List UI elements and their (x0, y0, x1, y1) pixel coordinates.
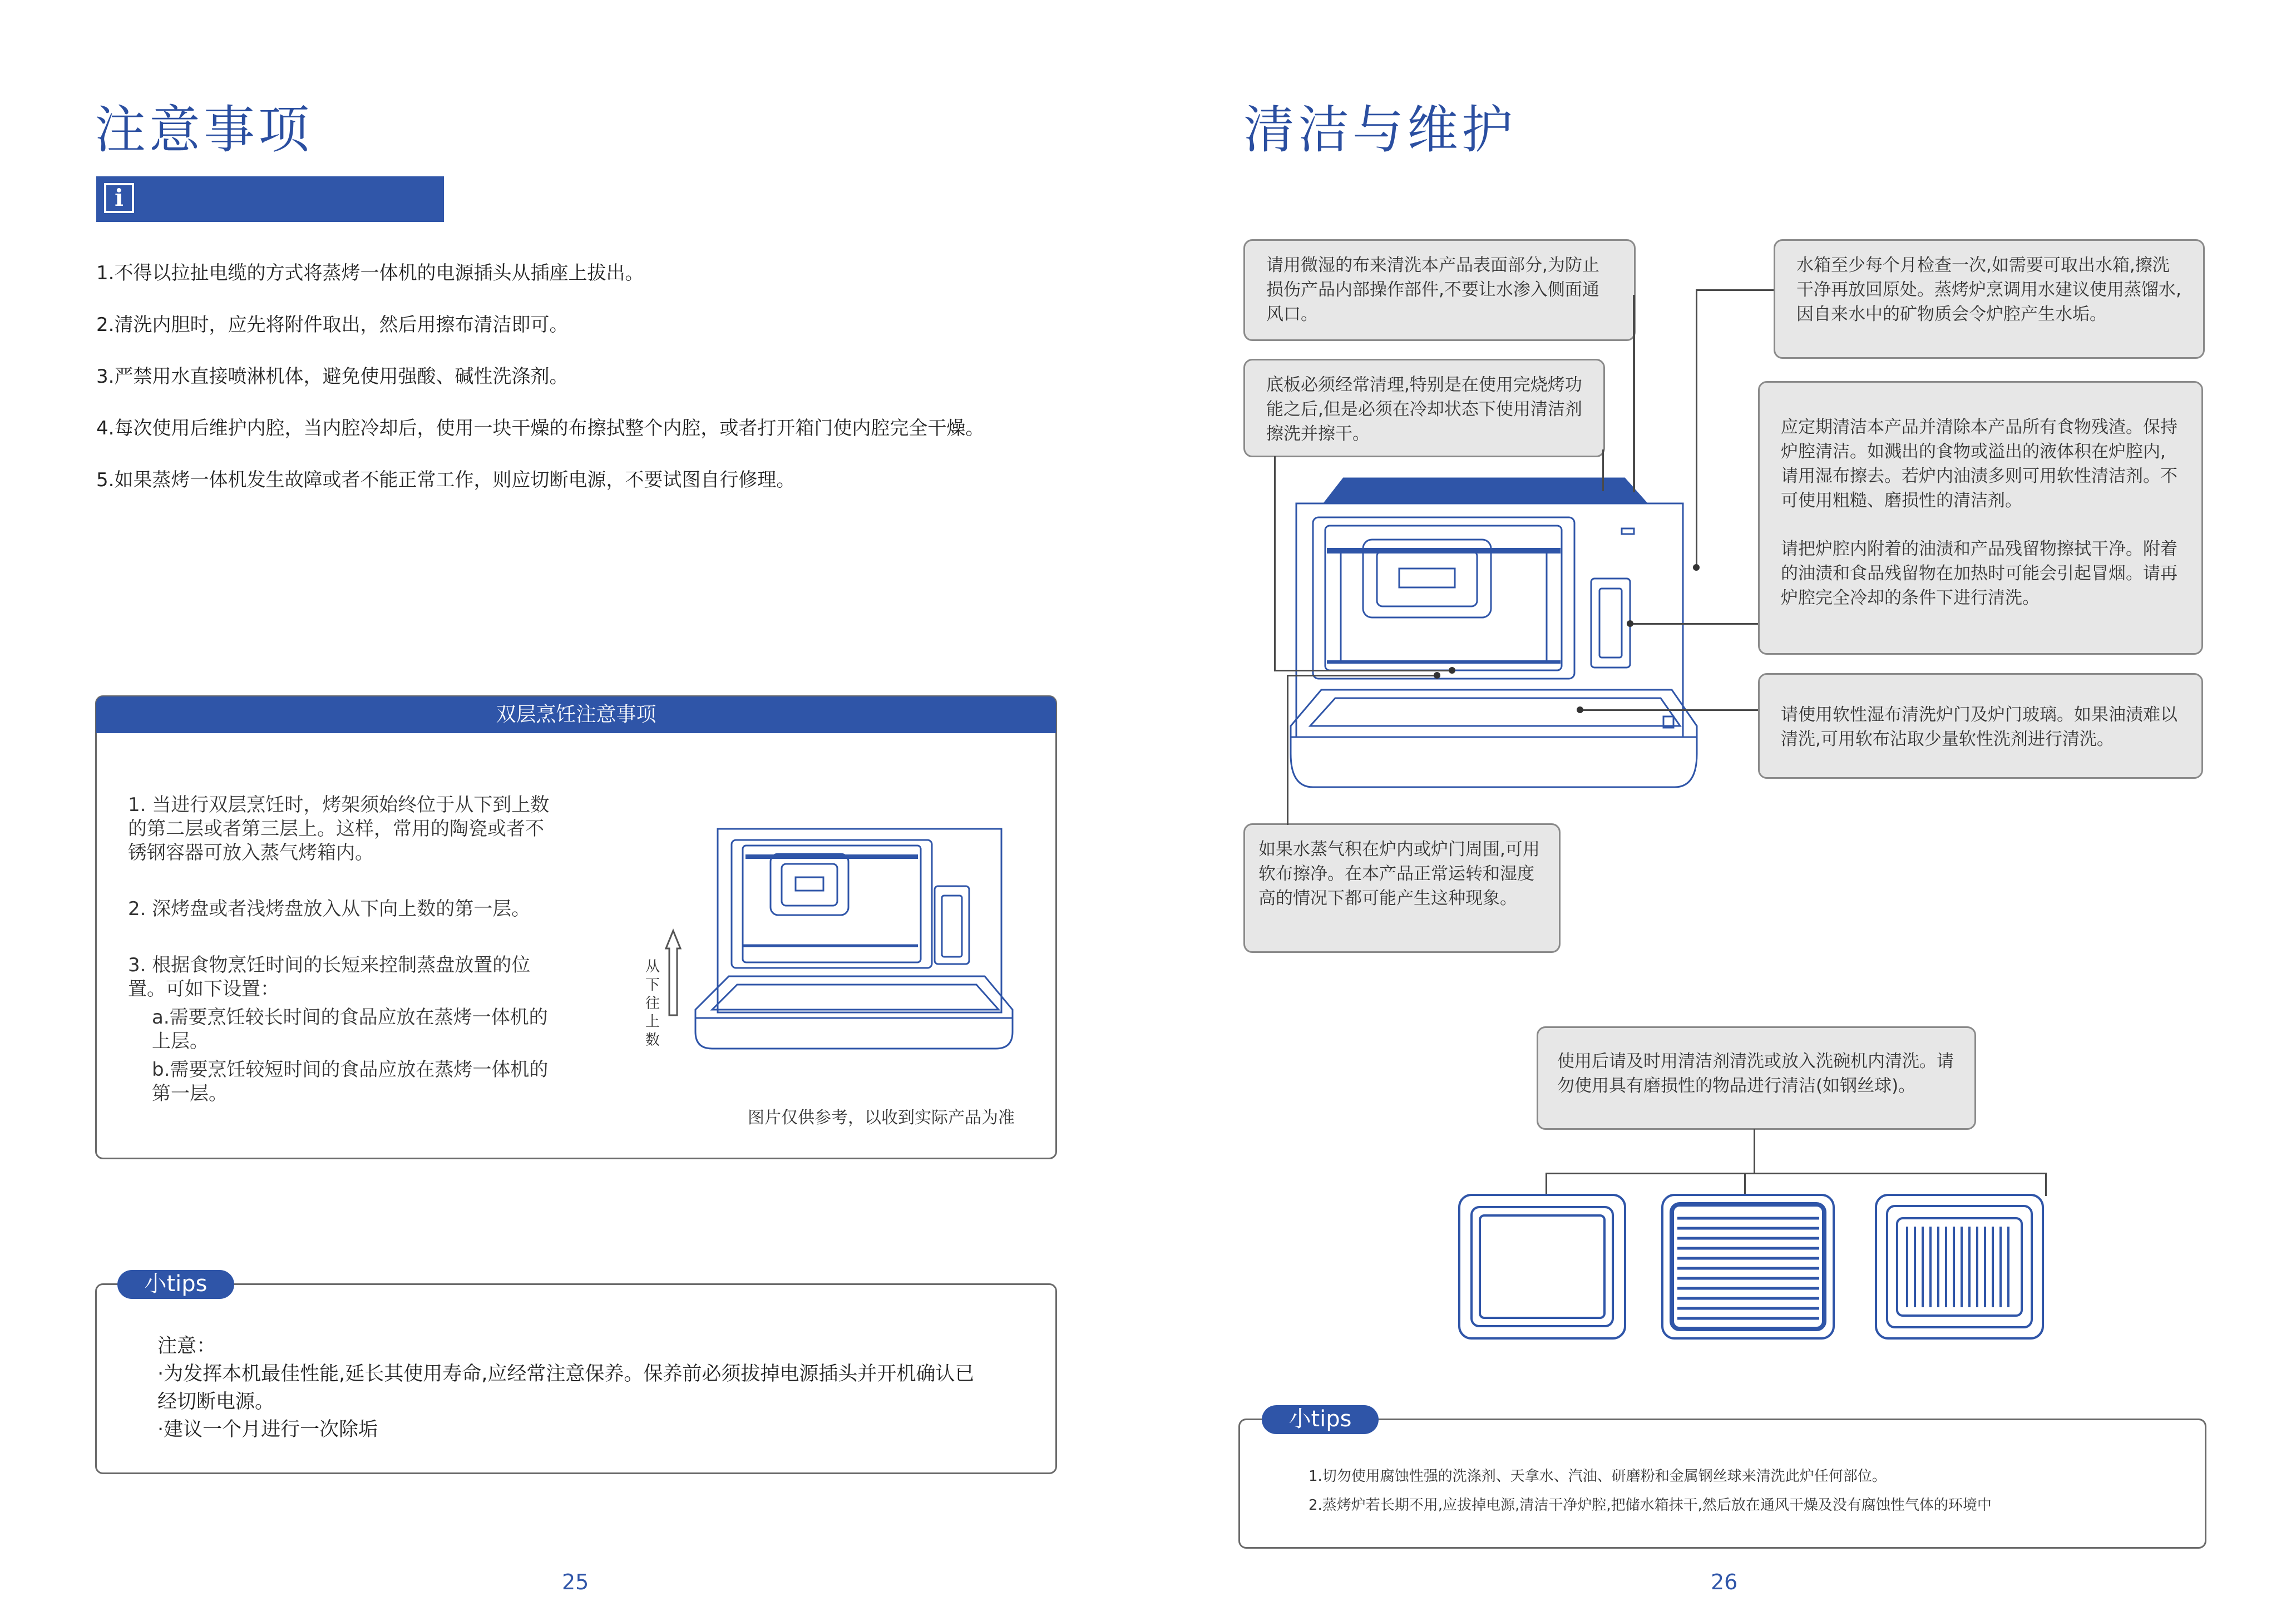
callout-steam: 如果水蒸气积在炉内或炉门周围,可用软布擦净。在本产品正常运转和湿度高的情况下都可能产生这种现象。 (1243, 823, 1561, 953)
leader-dot (1693, 564, 1700, 571)
page-title-left: 注意事项 (95, 100, 313, 160)
leader-line (1630, 623, 1758, 625)
leader-line (1287, 675, 1288, 825)
leader-dot (1434, 672, 1440, 679)
step-3a: a.需要烹饪较长时间的食品应放在蒸烤一体机的上层。 (152, 1006, 548, 1052)
info-banner (96, 176, 444, 222)
notes-list (96, 264, 1070, 522)
tips-content-left (157, 1332, 981, 1444)
callout-water-tank: 水箱至少每个月检查一次,如需要可取出水箱,擦洗干净再放回原处。蒸烤炉烹调用水建议使用蒸馏水,因自来水中的矿物质会令炉腔产生水垢。 (1774, 239, 2205, 359)
step-3: 3. 根据食物烹饪时间的长短来控制蒸盘放置的位置。可如下设置： (128, 954, 531, 1000)
note-item: 5.如果蒸烤一体机发生故障或者不能正常工作，则应切断电源，不要试图自行修理。 (96, 469, 796, 491)
image-caption: 图片仅供参考，以收到实际产品为准 (748, 1108, 1015, 1128)
oven-illustration-large (1291, 478, 1697, 790)
note-item: 3.严禁用水直接喷淋机体，避免使用强酸、碱性洗涤剂。 (96, 365, 569, 388)
leader-dot (1577, 706, 1583, 713)
leader-dot (1627, 620, 1633, 627)
accessory-trays (1458, 1193, 2047, 1343)
step-3b: b.需要烹饪较短时间的食品应放在蒸烤一体机的第一层。 (152, 1059, 549, 1105)
leader-line (1274, 670, 1452, 671)
info-icon: i (104, 183, 134, 213)
note-item: 1.不得以拉扯电缆的方式将蒸烤一体机的电源插头从插座上拔出。 (96, 262, 644, 284)
callout-door: 请使用软性湿布清洗炉门及炉门玻璃。如果油渍难以清洗,可用软布沾取少量软性洗剂进行清洗。 (1758, 673, 2203, 779)
tree-line (1754, 1129, 1755, 1174)
page-title-right: 清洁与维护 (1243, 100, 1517, 160)
callout-surface: 请用微湿的布来清洗本产品表面部分,为防止损伤产品内部操作部件,不要让水渗入侧面通风口。 (1243, 239, 1636, 341)
tree-line (1546, 1173, 2046, 1174)
leader-line (1580, 709, 1758, 711)
tips-content-right (1309, 1462, 2193, 1520)
tree-line (1744, 1173, 1746, 1196)
leader-line (1696, 289, 1697, 567)
tips-line: ·为发挥本机最佳性能,延长其使用寿命,应经常注意保养。保养前必须拔掉电源插头并开机确认已经切断电源。 (157, 1363, 975, 1413)
note-item: 4.每次使用后维护内腔，当内腔冷却后，使用一块干燥的布擦拭整个内腔，或者打开箱门使内腔完全干燥。 (96, 417, 985, 439)
callout-cavity-text-1: 应定期清洁本产品并清除本产品所有食物残渣。保持炉腔清洁。如溅出的食物或溢出的液体积在炉腔内,请用湿布擦去。若炉内油渍多则可用软性清洁剂。不可使用粗糙、磨损性的清洁剂。 (1781, 417, 2178, 511)
steam-tray-icon (1876, 1195, 2043, 1338)
tips-label-left: 小tips (117, 1270, 234, 1299)
note-item: 2.清洗内胆时，应先将附件取出，然后用擦布清洁即可。 (96, 314, 569, 336)
callout-accessories: 使用后请及时用清洁剂清洗或放入洗碗机内清洗。请勿使用具有磨损性的物品进行清洁(如钢丝球)。 (1537, 1026, 1976, 1130)
wire-rack-icon (1662, 1195, 1834, 1338)
arrow-label: 从下往上数 (645, 958, 660, 1049)
leader-line (1633, 295, 1635, 492)
callout-cavity (1758, 381, 2203, 655)
leader-dot (1449, 667, 1455, 674)
leader-line (1696, 289, 1774, 291)
page-number-left: 25 (562, 1570, 589, 1594)
tree-line (1546, 1173, 1547, 1196)
tree-line (2045, 1173, 2047, 1196)
leader-line (1287, 675, 1437, 676)
double-layer-header: 双层烹饪注意事项 (96, 696, 1056, 733)
callout-floor: 底板必须经常清理,特别是在使用完烧烤功能之后,但是必须在冷却状态下使用清洁剂擦洗并擦干。 (1243, 359, 1605, 457)
callout-cavity-text-2: 请把炉腔内附着的油渍和产品残留物擦拭干净。附着的油渍和食品残留物在加热时可能会引起冒烟。请再炉腔完全冷却的条件下进行清洗。 (1781, 539, 2178, 608)
tips-line: 2.蒸烤炉若长期不用,应拔掉电源,清洁干净炉腔,把储水箱抹干,然后放在通风干燥及没有腐蚀性气体的环境中 (1309, 1497, 1992, 1514)
tips-line: 1.切勿使用腐蚀性强的洗涤剂、天拿水、汽油、研磨粉和金属钢丝球来清洗此炉任何部位。 (1309, 1468, 1887, 1485)
leader-line (1274, 456, 1276, 670)
page-number-right: 26 (1711, 1570, 1738, 1594)
up-arrow-icon (665, 926, 687, 1021)
leader-line (1602, 449, 1604, 491)
step-2: 2. 深烤盘或者浅烤盘放入从下向上数的第一层。 (128, 898, 531, 920)
tips-label-right: 小tips (1262, 1405, 1379, 1434)
tips-line: ·建议一个月进行一次除垢 (157, 1419, 378, 1441)
double-layer-steps (128, 793, 556, 1106)
tips-heading: 注意： (157, 1335, 216, 1357)
step-1: 1. 当进行双层烹饪时，烤架须始终位于从下到上数的第二层或者第三层上。这样，常用的陶瓷或者不锈钢容器可放入蒸气烤箱内。 (128, 794, 550, 864)
oven-illustration-small (690, 826, 1013, 1060)
